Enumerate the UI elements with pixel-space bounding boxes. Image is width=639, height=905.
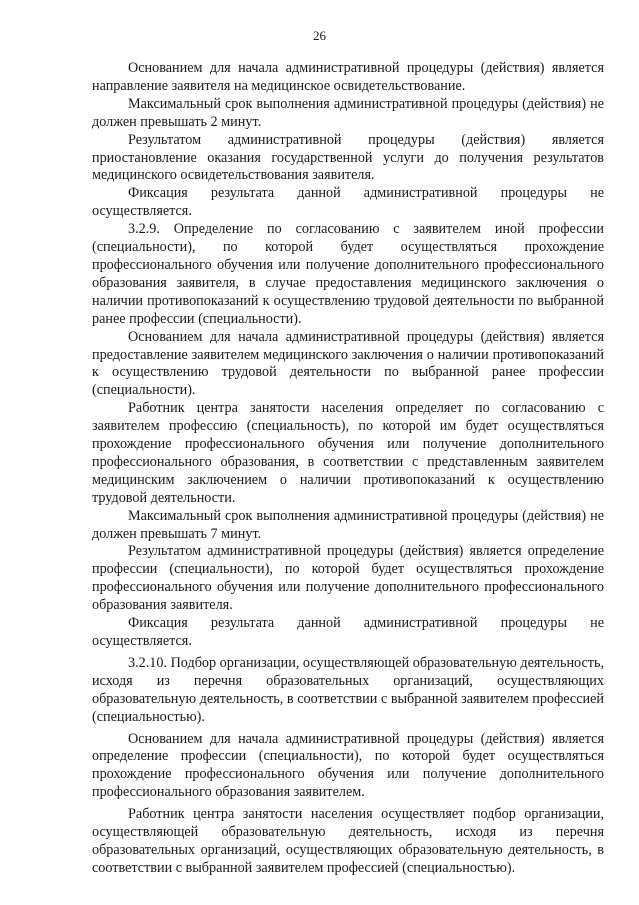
- paragraph-13: Работник центра занятости населения осуществляет подбор организации, осуществляющей образовательную деятельность, исходя из перечня образовательных организаций, осуществляющих образовательную деятельность, в соответствии с выбранной заявителем профессией (специальностью).: [92, 806, 604, 876]
- paragraph-10: Фиксация результата данной административной процедуры не осуществляется.: [92, 615, 604, 649]
- section-3-2-10-heading: 3.2.10. Подбор организации, осуществляющей образовательную деятельность, исходя из перечня образовательных организаций, осуществляющих образовательную деятельность, в соответствии с выбранной заявителем профессией (специальностью).: [92, 654, 605, 725]
- paragraph-3: Результатом административной процедуры (действия) является приостановление оказания государственной услуги до получения результатов медицинского освидетельствования заявителя.: [92, 131, 604, 184]
- paragraph-2: Максимальный срок выполнения административной процедуры (действия) не должен превышать 2 минут.: [92, 95, 604, 130]
- paragraph-7: Работник центра занятости населения определяет по согласованию с заявителем профессию (специальность), по которой им будет осуществляться прохождение профессионального обучения или получение дополнительного профессионального образования, в соответствии с представленным заявителем медицинским заключением о наличии противопоказаний к осуществлению трудовой деятельности.: [92, 400, 604, 506]
- page-number: 26: [313, 28, 326, 43]
- paragraph-12: Основанием для начала административной процедуры (действия) является определение профессии (специальности), по которой будет осуществляться прохождение профессионального обучения или получение дополнительного профессионального образования заявителем.: [92, 730, 604, 801]
- paragraph-1: Основанием для начала административной процедуры (действия) является направление заявителя на медицинское освидетельствование.: [92, 60, 604, 94]
- paragraph-9: Результатом административной процедуры (действия) является определение профессии (специальности), по которой будет осуществляться прохождение профессионального обучения или получение дополнительного профессионального образования заявителя.: [92, 543, 604, 614]
- paragraph-4: Фиксация результата данной административной процедуры не осуществляется.: [92, 185, 604, 220]
- section-3-2-9-heading: 3.2.9. Определение по согласованию с заявителем иной профессии (специальности), по которой будет осуществляться прохождение профессионального обучения или получение дополнительного профессионального образования заявителя, в случае предоставления медицинского заключения о наличии противопоказаний к осуществлению трудовой деятельности по выбранной ранее профессии (специальности).: [92, 221, 604, 327]
- paragraph-8: Максимальный срок выполнения административной процедуры (действия) не должен превышать 7 минут.: [92, 507, 604, 542]
- paragraph-6: Основанием для начала административной процедуры (действия) является предоставление заявителем медицинского заключения о наличии противопоказаний к осуществлению трудовой деятельности по выбранной ранее профессии (специальности).: [92, 328, 604, 399]
- document-body: [92, 60, 604, 878]
